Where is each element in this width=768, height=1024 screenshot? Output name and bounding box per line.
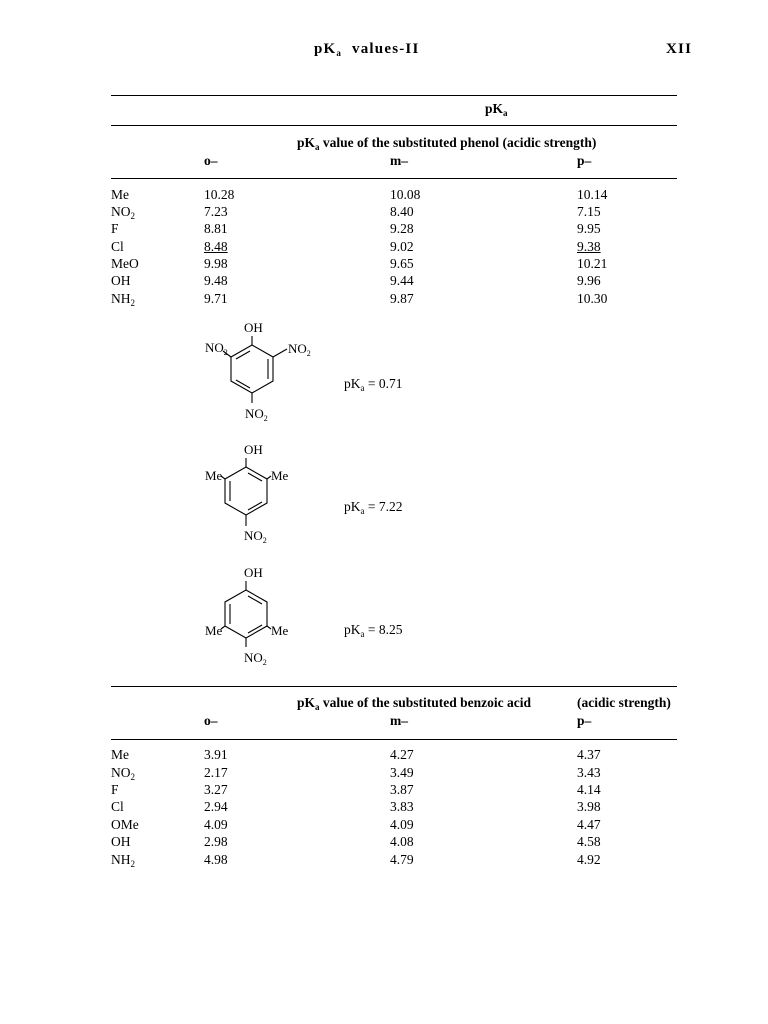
structure-bottom-label: $NO_2$ [244, 528, 267, 545]
structure-pka: $pK_a = 8.25$ [344, 622, 403, 639]
table-cell: 3.27 [204, 782, 228, 797]
structure-top-label: OH [244, 442, 263, 457]
table-row-label: Cl [111, 239, 124, 254]
table-cell: 3.83 [390, 799, 414, 814]
table-cell: 4.98 [204, 852, 228, 867]
top-rule [111, 95, 677, 96]
structure-left-label: Me [205, 623, 223, 638]
table-cell: 3.91 [204, 747, 228, 762]
table-row-label: $NH_2$ [111, 291, 135, 308]
table-cell: 10.28 [204, 187, 235, 202]
table-cell: 10.30 [577, 291, 608, 306]
table-cell: 9.95 [577, 221, 601, 236]
table-cell: 9.28 [390, 221, 414, 236]
table-cell: 2.17 [204, 765, 228, 780]
table-cell: 3.87 [390, 782, 414, 797]
table-cell: 2.94 [204, 799, 228, 814]
table-cell: 2.98 [204, 834, 228, 849]
benzoic-col-para: p– [577, 713, 592, 728]
structure-bottom-label: $NO_2$ [244, 650, 267, 667]
table-cell: 4.09 [390, 817, 414, 832]
table-cell: 4.37 [577, 747, 601, 762]
table-cell: 3.49 [390, 765, 414, 780]
structure-left-label: Me [205, 468, 223, 483]
page-number: XII [666, 41, 693, 57]
table-row-label: Me [111, 187, 129, 202]
table-cell: 4.09 [204, 817, 228, 832]
phenol-col-ortho: o– [204, 153, 218, 168]
table-cell: 10.14 [577, 187, 608, 202]
table-cell: 4.47 [577, 817, 601, 832]
table-cell: 4.08 [390, 834, 414, 849]
table-cell: 7.23 [204, 204, 228, 219]
table-row-label: Me [111, 747, 129, 762]
table-cell: 8.48 [204, 239, 228, 254]
page-title: $pK_a$ values-II [314, 41, 420, 58]
table-cell: 9.44 [390, 273, 414, 288]
table-row-label: OMe [111, 817, 139, 832]
structure-right-label: Me [271, 623, 289, 638]
table-cell: 10.08 [390, 187, 421, 202]
benzoic-header-rule [111, 739, 677, 740]
table-cell: 8.81 [204, 221, 228, 236]
table-row-label: MeO [111, 256, 139, 271]
table-row-label: OH [111, 273, 131, 288]
table-cell: 9.96 [577, 273, 601, 288]
table-cell: 4.79 [390, 852, 414, 867]
table-row-label: $NO_2$ [111, 204, 135, 221]
table-main-heading: $pK_a$ [485, 101, 508, 118]
structure-pka: $pK_a = 7.22$ [344, 499, 403, 516]
structure-right-label: $NO_2$ [288, 341, 311, 358]
benzoic-caption-tail: (acidic strength) [577, 695, 671, 710]
table-row-label: F [111, 221, 119, 236]
benzoic-col-ortho: o– [204, 713, 218, 728]
structure-top-label: OH [244, 565, 263, 580]
structure-pka: $pK_a = 0.71$ [344, 376, 403, 393]
structure-bottom-label: $NO_2$ [245, 406, 268, 423]
structure-left-label: $NO_2$ [205, 340, 228, 357]
table-row-label: $NO_2$ [111, 765, 135, 782]
heading-rule [111, 125, 677, 126]
table-cell: 9.02 [390, 239, 414, 254]
benzoic-caption: $pK_a$ value of the substituted benzoic acid [297, 695, 532, 712]
table-cell: 9.71 [204, 291, 228, 306]
table-row-label: OH [111, 834, 131, 849]
structure-top-label: OH [244, 320, 263, 335]
table-cell: 4.14 [577, 782, 601, 797]
table-cell: 4.27 [390, 747, 414, 762]
dimethyl-nitrophenol-structure-2 [195, 563, 335, 675]
table-row-label: F [111, 782, 119, 797]
benzoic-top-rule [111, 686, 677, 687]
table-cell: 9.65 [390, 256, 414, 271]
phenol-caption: $pK_a$ value of the substituted phenol (acidic strength) [297, 135, 597, 152]
phenol-header-rule [111, 178, 677, 179]
trinitrophenol-structure [195, 318, 335, 428]
table-cell: 3.98 [577, 799, 601, 814]
table-cell: 4.58 [577, 834, 601, 849]
table-cell: 8.40 [390, 204, 414, 219]
table-row-label: $NH_2$ [111, 852, 135, 869]
table-cell: 9.48 [204, 273, 228, 288]
table-cell: 9.98 [204, 256, 228, 271]
table-cell: 10.21 [577, 256, 608, 271]
table-row-label: Cl [111, 799, 124, 814]
table-cell: 9.38 [577, 239, 601, 254]
table-cell: 7.15 [577, 204, 601, 219]
table-cell: 9.87 [390, 291, 414, 306]
table-cell: 3.43 [577, 765, 601, 780]
phenol-col-para: p– [577, 153, 592, 168]
dimethyl-nitrophenol-structure-1 [195, 440, 335, 550]
structure-right-label: Me [271, 468, 289, 483]
benzoic-col-meta: m– [390, 713, 408, 728]
table-cell: 4.92 [577, 852, 601, 867]
phenol-col-meta: m– [390, 153, 408, 168]
